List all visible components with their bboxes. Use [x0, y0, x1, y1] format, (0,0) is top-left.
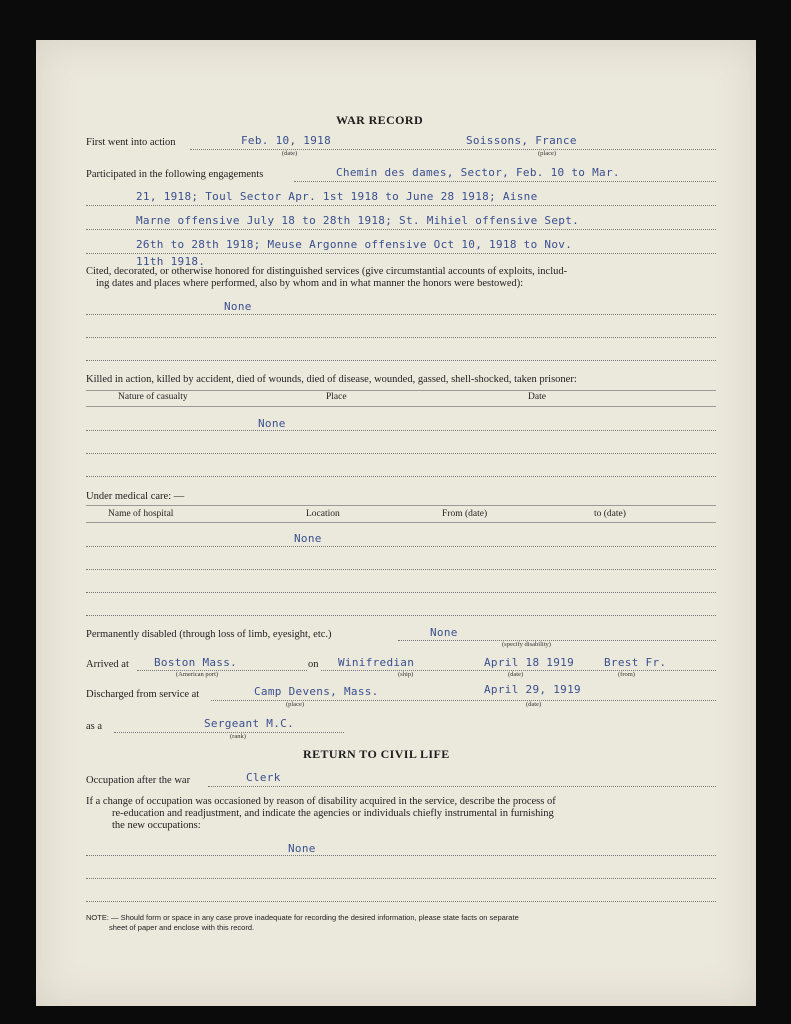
casualty-col-place: Place [326, 392, 347, 402]
occupation-value: Clerk [246, 771, 281, 784]
discharged-label: Discharged from service at [86, 689, 200, 700]
engagements-line-2 [86, 229, 716, 230]
note-line-2: sheet of paper and enclose with this record. [109, 923, 255, 932]
casualty-line-1 [86, 453, 716, 454]
medical-col-hospital: Name of hospital [108, 509, 174, 519]
occupation-line [208, 786, 716, 787]
discharged-date: April 29, 1919 [484, 683, 581, 696]
medical-header-bottom [86, 522, 716, 523]
arrived-port: Boston Mass. [154, 656, 238, 669]
disabled-value: None [430, 626, 458, 639]
change-line-0 [86, 855, 716, 856]
date-caption: (date) [282, 150, 298, 157]
place-caption: (place) [538, 150, 557, 157]
engagements-line-0 [294, 181, 716, 182]
disabled-line [398, 640, 716, 641]
cited-line-1 [86, 337, 716, 338]
medical-line-3 [86, 615, 716, 616]
medical-line-0 [86, 546, 716, 547]
arrived-date-caption: (date) [508, 671, 524, 678]
cited-value: None [224, 300, 252, 313]
change-text-2: re-education and readjustment, and indicate the agencies or individuals chiefly instrumental in furnishing [112, 808, 554, 819]
disabled-caption: (specify disability) [502, 641, 551, 648]
rank-value: Sergeant M.C. [204, 717, 294, 730]
arrived-date: April 18 1919 [484, 656, 574, 669]
first-action-date: Feb. 10, 1918 [241, 134, 331, 147]
cited-line-0 [86, 314, 716, 315]
arrived-port-caption: (American port) [176, 671, 219, 678]
section-civil-life-title: RETURN TO CIVIL LIFE [303, 747, 450, 761]
arrived-ship: Winifredian [338, 656, 415, 669]
casualty-col-date: Date [528, 392, 546, 402]
engagements-line-3 [86, 253, 716, 254]
discharged-place: Camp Devens, Mass. [254, 685, 379, 698]
engagements-text-2: Marne offensive July 18 to 28th 1918; St. Mihiel offensive Sept. [136, 214, 580, 227]
cited-line-2 [86, 360, 716, 361]
medical-label: Under medical care: — [86, 491, 185, 502]
change-value: None [288, 842, 316, 855]
form-page [36, 40, 756, 1006]
note-line-1: NOTE: — Should form or space in any case prove inadequate for recording the desired information, please state facts on separate [86, 913, 519, 922]
casualty-line-0 [86, 430, 716, 431]
first-action-place: Soissons, France [466, 134, 577, 147]
medical-value: None [294, 532, 322, 545]
occupation-label: Occupation after the war [86, 775, 191, 786]
discharged-date-caption: (date) [526, 701, 542, 708]
medical-line-1 [86, 569, 716, 570]
arrived-port-line [137, 670, 307, 671]
rank-line [114, 732, 344, 733]
change-text-1: If a change of occupation was occasioned by reason of disability acquired in the service, describe the process of [86, 796, 556, 807]
arrived-from: Brest Fr. [604, 656, 667, 669]
engagements-text-1: 21, 1918; Toul Sector Apr. 1st 1918 to June 28 1918; Aisne [136, 190, 538, 203]
casualty-line-2 [86, 476, 716, 477]
casualty-header-top [86, 390, 716, 391]
rank-caption: (rank) [230, 733, 246, 740]
engagements-label: Participated in the following engagements [86, 169, 264, 180]
medical-col-location: Location [306, 509, 340, 519]
medical-line-2 [86, 592, 716, 593]
cited-text-1: Cited, decorated, or otherwise honored for distinguished services (give circumstantial accounts of exploits, includ- [86, 266, 568, 277]
casualty-label: Killed in action, killed by accident, died of wounds, died of disease, wounded, gassed, shell-shocked, taken prisoner: [86, 374, 577, 385]
engagements-text-0: Chemin des dames, Sector, Feb. 10 to Mar. [336, 166, 620, 179]
discharged-place-caption: (place) [286, 701, 305, 708]
arrived-from-caption: (from) [618, 671, 635, 678]
rank-label: as a [86, 721, 103, 732]
first-action-label: First went into action [86, 137, 176, 148]
engagements-text-4: 11th 1918. [136, 255, 206, 268]
change-line-1 [86, 878, 716, 879]
medical-col-from: From (date) [442, 509, 488, 519]
medical-col-to: to (date) [594, 509, 626, 519]
arrived-label: Arrived at [86, 659, 129, 670]
medical-header-top [86, 505, 716, 506]
engagements-line-1 [86, 205, 716, 206]
casualty-header-bottom [86, 406, 716, 407]
disabled-label: Permanently disabled (through loss of limb, eyesight, etc.) [86, 629, 332, 640]
form-title: WAR RECORD [336, 113, 424, 127]
casualty-value: None [258, 417, 286, 430]
arrived-on-label: on [308, 659, 319, 670]
change-line-2 [86, 901, 716, 902]
casualty-col-nature: Nature of casualty [118, 392, 188, 402]
arrived-ship-caption: (ship) [398, 671, 414, 678]
first-action-line [190, 149, 716, 150]
engagements-text-3: 26th to 28th 1918; Meuse Argonne offensive Oct 10, 1918 to Nov. [136, 238, 573, 251]
change-text-3: the new occupations: [112, 820, 201, 831]
cited-text-2: ing dates and places where performed, also by whom and in what manner the honors were bestowed): [96, 278, 524, 289]
